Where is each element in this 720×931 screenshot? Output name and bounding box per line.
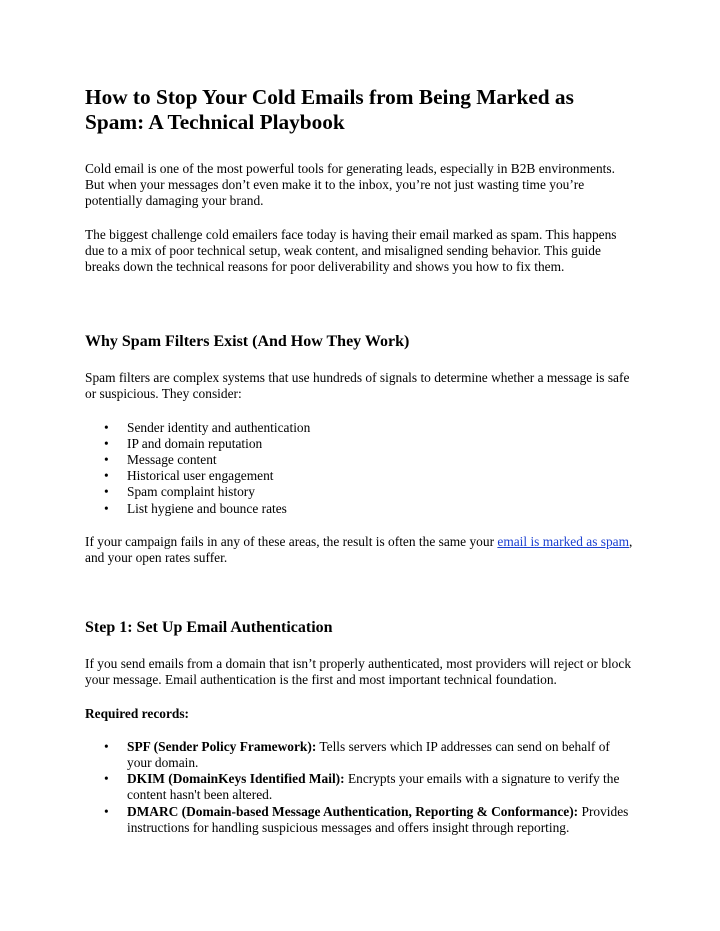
record-desc-spf: Tells servers which IP addresses can send on behalf of your domain. (127, 738, 610, 771)
bullet-icon: • (104, 452, 109, 468)
spam-signals-list (85, 420, 635, 517)
bullet-icon: • (104, 738, 109, 754)
list-item-text: Sender identity and authentication (127, 419, 311, 435)
closing-text-after: , and your open rates suffer. (85, 533, 633, 566)
spam-article-link[interactable]: email is marked as spam (497, 533, 630, 549)
spam-filters-paragraph: Spam filters are complex systems that use hundreds of signals to determine whether a message is safe or suspicious. They consider: (85, 370, 630, 402)
section-heading-authentication: Step 1: Set Up Email Authentication (85, 619, 333, 637)
bullet-icon: • (104, 771, 109, 787)
list-item (85, 436, 635, 452)
list-item (85, 468, 635, 484)
intro-paragraph-1: Cold email is one of the most powerful tools for generating leads, especially in B2B environments. But when your messages don’t even make it to the inbox, you’re not just wasting time you’re potentially damaging your brand. (85, 161, 615, 209)
list-item (85, 452, 635, 468)
list-item (85, 804, 635, 836)
list-item (85, 420, 635, 436)
section-heading-spam-filters: Why Spam Filters Exist (And How They Work) (85, 333, 410, 351)
list-item (85, 501, 635, 517)
list-item (85, 739, 635, 771)
record-term-dkim: DKIM (DomainKeys Identified Mail): (127, 771, 345, 787)
list-item-text: List hygiene and bounce rates (127, 500, 287, 516)
list-item-text: Historical user engagement (127, 468, 274, 484)
intro-paragraph-2: The biggest challenge cold emailers face today is having their email marked as spam. This happens due to a mix of poor technical setup, weak content, and misaligned sending behavior. This guide breaks down the technical reasons for poor deliverability and shows you how to fix them. (85, 226, 617, 275)
list-item-text: IP and domain reputation (127, 435, 263, 451)
bullet-icon: • (104, 803, 109, 819)
list-item (85, 771, 635, 803)
list-item-text: Message content (127, 452, 217, 468)
auth-records-list (85, 739, 635, 836)
authentication-paragraph: If you send emails from a domain that isn’t properly authenticated, most providers will reject or block your message. Email authentication is the first and most important technical foundation. (85, 656, 632, 688)
required-records-label-text: Required records: (85, 705, 190, 721)
record-term-spf: SPF (Sender Policy Framework): (127, 738, 317, 754)
record-desc-dmarc: Provides instructions for handling suspicious messages and offers insight through reporting. (127, 803, 629, 835)
bullet-icon: • (104, 500, 109, 516)
list-item (85, 484, 635, 500)
required-records-label (85, 706, 635, 722)
closing-text-before: If your campaign fails in any of these areas, the result is often the same your (85, 533, 498, 549)
spam-filters-closing-paragraph (85, 534, 635, 566)
bullet-icon: • (104, 484, 109, 500)
bullet-icon: • (104, 419, 109, 435)
record-desc-dkim: Encrypts your emails with a signature to verify the content hasn't been altered. (127, 771, 620, 803)
page-title: How to Stop Your Cold Emails from Being Marked as Spam: A Technical Playbook (85, 85, 574, 134)
bullet-icon: • (104, 435, 109, 451)
record-term-dmarc: DMARC (Domain-based Message Authentication, Reporting & Conformance): (127, 803, 579, 819)
document-page (85, 85, 635, 836)
bullet-icon: • (104, 468, 109, 484)
list-item-text: Spam complaint history (127, 484, 255, 500)
